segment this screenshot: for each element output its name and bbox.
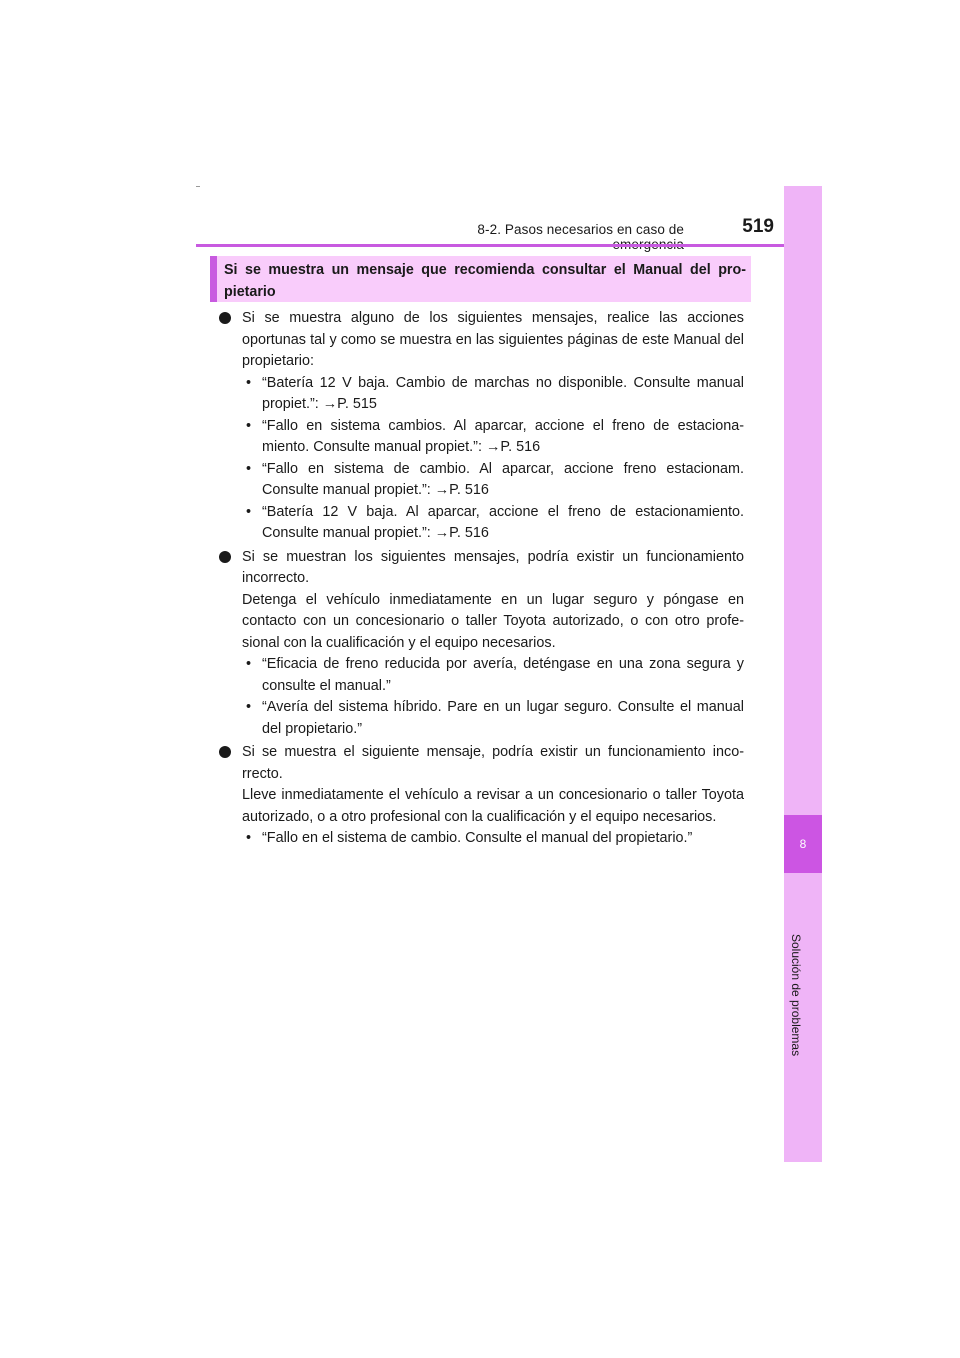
sub-bullet-icon: •	[246, 699, 252, 715]
sub-bullet-icon: •	[246, 830, 252, 846]
sub-bullet-icon: •	[246, 417, 252, 434]
top-mark	[196, 186, 200, 187]
section-heading: Si se muestra un mensaje que recomienda consultar el Manual del pro-pietario	[224, 262, 746, 300]
content	[216, 308, 744, 852]
bullet-paragraph: Si se muestra alguno de los siguientes mensajes, realice las acciones oportunas tal y como se muestra en las siguientes páginas de este Manual del propietario:	[242, 310, 744, 369]
bullet-item	[216, 547, 744, 741]
message-item	[242, 697, 744, 740]
bullet-item	[216, 742, 744, 850]
message-item	[242, 828, 744, 850]
message-item	[242, 416, 744, 459]
bullet-paragraph: Si se muestran los siguientes mensajes, podría existir un funcionamiento incorrecto.	[242, 548, 744, 586]
message-text: “Fallo en el sistema de cambio. Consulte el manual del propietario.”	[262, 830, 693, 846]
sub-bullet-icon: •	[246, 503, 252, 520]
bullet-dot-icon	[219, 746, 231, 758]
chapter-label-text: Solución de problemas	[789, 934, 803, 1057]
bullet-paragraph: Detenga el vehículo inmediatamente en un lugar seguro y póngase en contacto con un concesionario o taller Toyota autorizado, o con otro profe-sional con la cualificación y el equipo necesarios.	[242, 591, 744, 651]
bullet-dot-icon	[219, 312, 231, 324]
sub-bullet-icon: •	[246, 656, 252, 672]
header-rule	[196, 244, 822, 247]
bullet-paragraph: Lleve inmediatamente el vehículo a revisar a un concesionario o taller Toyota autorizado, o a otro profesional con la cualificación y el equipo necesarios.	[242, 787, 744, 825]
message-text: “Eficacia de freno reducida por avería, deténgase en una zona segura y consulte el manual.”	[262, 656, 744, 694]
message-text: “Avería del sistema híbrido. Pare en un lugar seguro. Consulte el manual del propietario.”	[262, 699, 744, 737]
message-item	[242, 373, 744, 416]
message-item	[242, 459, 744, 502]
bullet-item	[216, 308, 744, 545]
running-header-section: 8-2. Pasos necesarios en caso de	[477, 222, 684, 237]
sub-bullet-icon: •	[246, 374, 252, 391]
sub-bullet-icon: •	[246, 460, 252, 477]
bullet-dot-icon	[219, 551, 231, 563]
bullet-paragraph: Si se muestra el siguiente mensaje, podría existir un funcionamiento inco-rrecto.	[242, 744, 744, 782]
message-text: “Fallo en sistema de cambio. Al aparcar, accione freno estacionam. Consulte manual propiet.”: →P. 516	[262, 460, 744, 498]
message-text: “Fallo en sistema cambios. Al aparcar, accione el freno de estaciona-miento. Consulte manual propiet.”: →P. 516	[262, 417, 744, 455]
message-item	[242, 654, 744, 697]
message-text: “Batería 12 V baja. Cambio de marchas no disponible. Consulte manual propiet.”: →P. 515	[262, 374, 744, 412]
message-text: “Batería 12 V baja. Al aparcar, accione el freno de estacionamiento. Consulte manual propiet.”: →P. 516	[262, 503, 744, 541]
message-item	[242, 502, 744, 545]
chapter-number-tab: 8	[784, 815, 822, 873]
page-number: 519	[742, 216, 774, 237]
